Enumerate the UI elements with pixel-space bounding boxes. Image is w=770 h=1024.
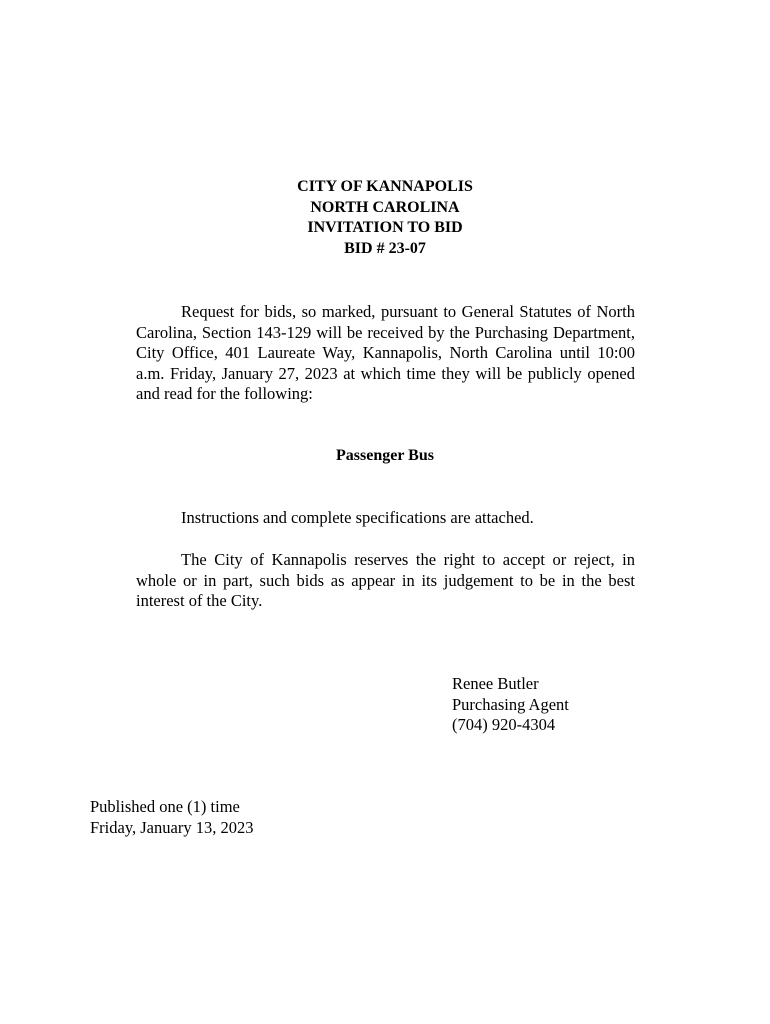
bid-item-title: Passenger Bus — [336, 447, 434, 464]
signatory-title: Purchasing Agent — [452, 694, 569, 714]
instructions-paragraph: Instructions and complete specifications are attached. — [181, 508, 534, 527]
reservation-paragraph: The City of Kannapolis reserves the right to accept or reject, in whole or in part, such bids as appear in its judgement to be in the best interest of the City. — [136, 550, 635, 611]
signatory-phone: (704) 920-4304 — [452, 715, 556, 735]
bid-request-paragraph: Request for bids, so marked, pursuant to General Statutes of North Carolina, Section 143-129 will be received by the Purchasing Department, City Office, 401 Laureate Way, Kannapolis, North Carolina until 10:00 a.m. Friday, January 27, 2023 at which time they will be publicly opened and read for the following: — [136, 302, 635, 404]
publication-frequency: Published one (1) time — [90, 797, 240, 816]
state-name: NORTH CAROLINA — [310, 198, 460, 216]
publication-date: Friday, January 13, 2023 — [90, 817, 254, 837]
document-heading — [0, 177, 770, 259]
signature-block — [452, 674, 652, 736]
bid-number: BID # 23-07 — [344, 239, 426, 257]
city-name: CITY OF KANNAPOLIS — [297, 178, 473, 195]
signatory-name: Renee Butler — [452, 674, 539, 693]
publication-note — [90, 797, 390, 838]
document-title: INVITATION TO BID — [307, 219, 463, 237]
